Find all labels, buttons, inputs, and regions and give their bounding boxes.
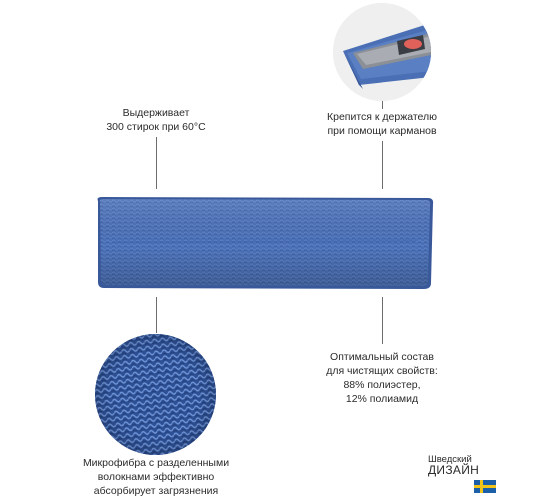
microfiber-caption-line2: волокнами эффективно (97, 471, 215, 483)
swedish-flag-icon (474, 480, 496, 493)
mop-holder-illustration (333, 3, 431, 101)
composition-caption-line1: Оптимальный состав (330, 351, 434, 363)
washes-callout-line (156, 137, 157, 189)
washes-caption-line2: 300 стирок при 60°С (106, 121, 206, 133)
attach-caption (312, 110, 452, 138)
holder-callout-line (382, 101, 383, 109)
composition-caption-line2: для чистящих свойств: (326, 365, 438, 377)
washes-caption (86, 106, 226, 134)
composition-caption-line3: 88% полиэстер, (343, 379, 421, 391)
microfiber-closeup-illustration (95, 334, 216, 455)
washes-caption-line1: Выдерживает (122, 107, 190, 119)
microfiber-callout-line (156, 297, 157, 333)
mop-pad-image (94, 195, 436, 291)
composition-caption (312, 350, 452, 406)
attach-caption-line2: при помощи карманов (327, 125, 437, 137)
microfiber-closeup-circle (95, 334, 216, 455)
microfiber-caption (61, 456, 251, 498)
holder-closeup-circle (333, 3, 431, 101)
badge-line1: Шведский (428, 454, 472, 465)
composition-caption-line4: 12% полиамид (345, 393, 419, 405)
badge-line2: ДИЗАЙН (428, 463, 480, 477)
composition-callout-line (382, 297, 383, 344)
microfiber-caption-line1: Микрофибра с разделенными (82, 457, 230, 469)
microfiber-caption-line3: абсорбирует загрязнения (93, 485, 219, 497)
attach-caption-line1: Крепится к держателю (326, 111, 438, 123)
swedish-design-badge (428, 454, 479, 476)
attach-callout-line (382, 141, 383, 189)
